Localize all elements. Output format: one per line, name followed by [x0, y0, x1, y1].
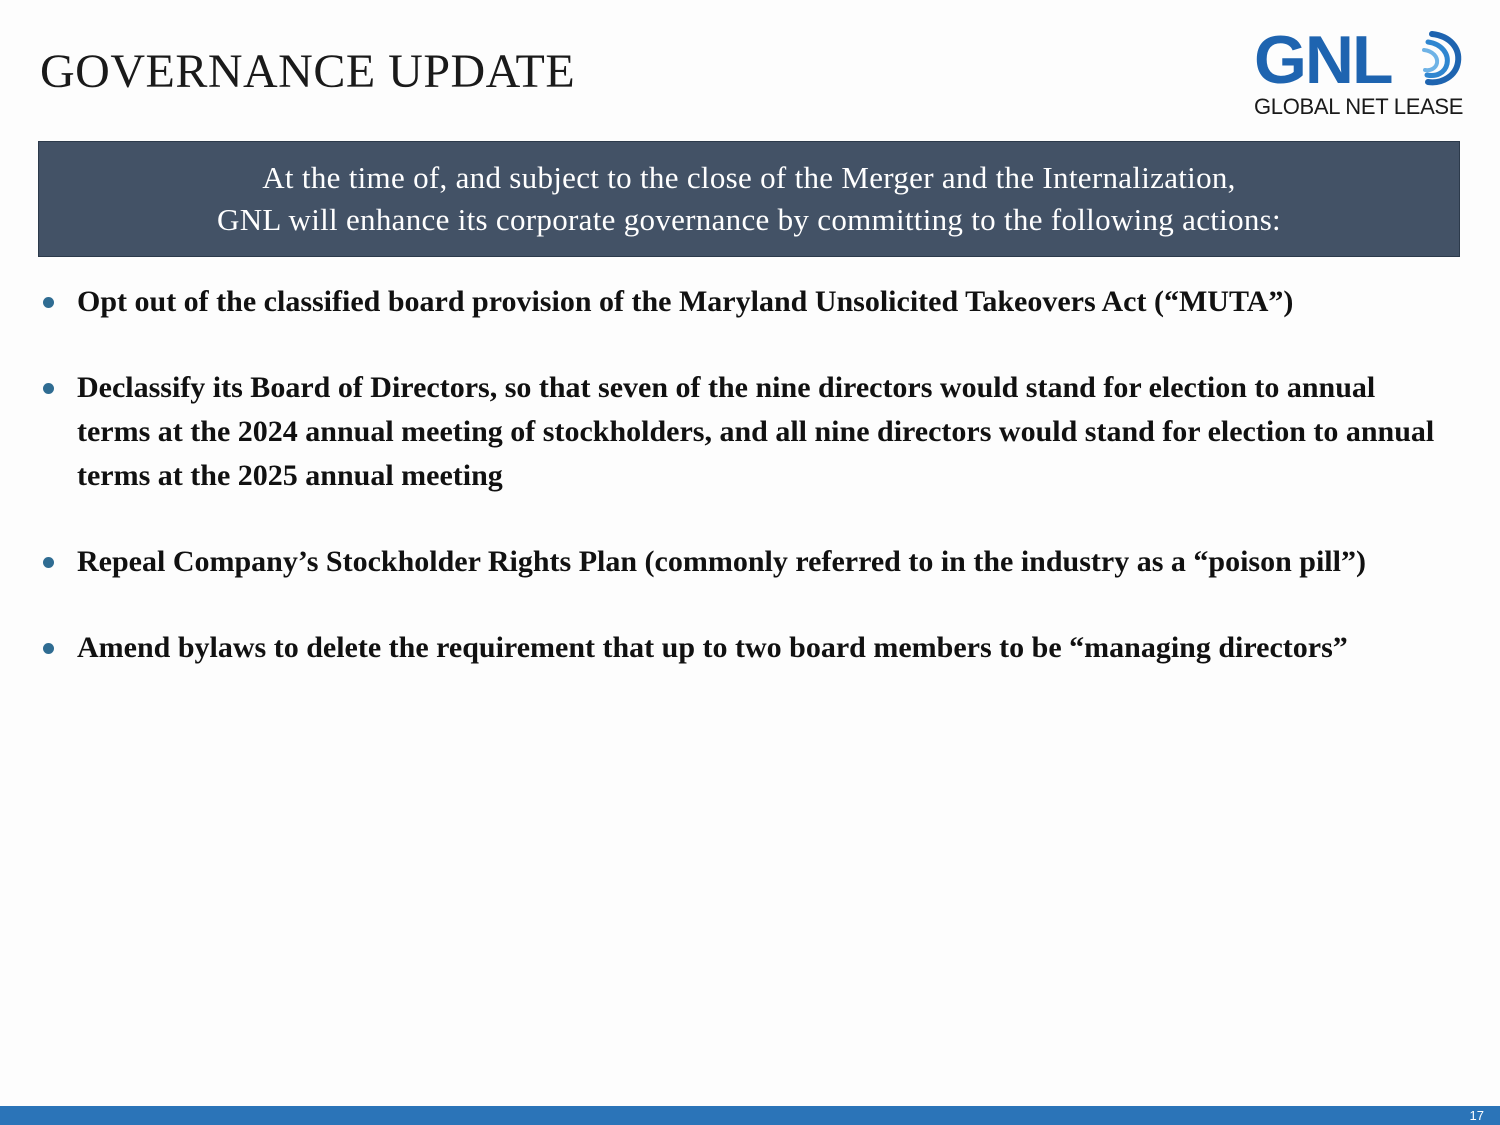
list-item: [38, 540, 1438, 584]
swirl-logo-icon: [1402, 28, 1464, 88]
logo-company-name: GLOBAL NET LEASE: [1254, 94, 1464, 119]
logo-mark: GNL: [1254, 22, 1392, 98]
intro-banner: [38, 141, 1460, 257]
bullet-dot-icon: [43, 557, 54, 568]
governance-actions-list: [38, 280, 1438, 712]
gnl-logo: [1250, 24, 1470, 124]
banner-line-2: GNL will enhance its corporate governance by committing to the following actions:: [217, 202, 1281, 237]
bullet-dot-icon: [43, 643, 54, 654]
page-title: GOVERNANCE UPDATE: [40, 45, 576, 98]
bullet-dot-icon: [43, 297, 54, 308]
list-item-text: Amend bylaws to delete the requirement that up to two board members to be “managing directors”: [77, 631, 1348, 664]
banner-line-1: At the time of, and subject to the close of the Merger and the Internalization,: [262, 160, 1236, 195]
list-item-text: Repeal Company’s Stockholder Rights Plan (commonly referred to in the industry as a “poison pill”): [77, 545, 1366, 578]
list-item: [38, 366, 1438, 498]
footer-bar: [0, 1106, 1500, 1125]
list-item-text: Opt out of the classified board provision of the Maryland Unsolicited Takeovers Act (“MUTA”): [77, 285, 1294, 318]
bullet-dot-icon: [43, 383, 54, 394]
list-item: [38, 626, 1438, 670]
list-item: [38, 280, 1438, 324]
page-number: 17: [1469, 1108, 1484, 1123]
list-item-text: Declassify its Board of Directors, so that seven of the nine directors would stand for election to annual terms at the 2024 annual meeting of stockholders, and all nine directors would stand for election to annual terms at the 2025 annual meeting: [77, 371, 1435, 492]
